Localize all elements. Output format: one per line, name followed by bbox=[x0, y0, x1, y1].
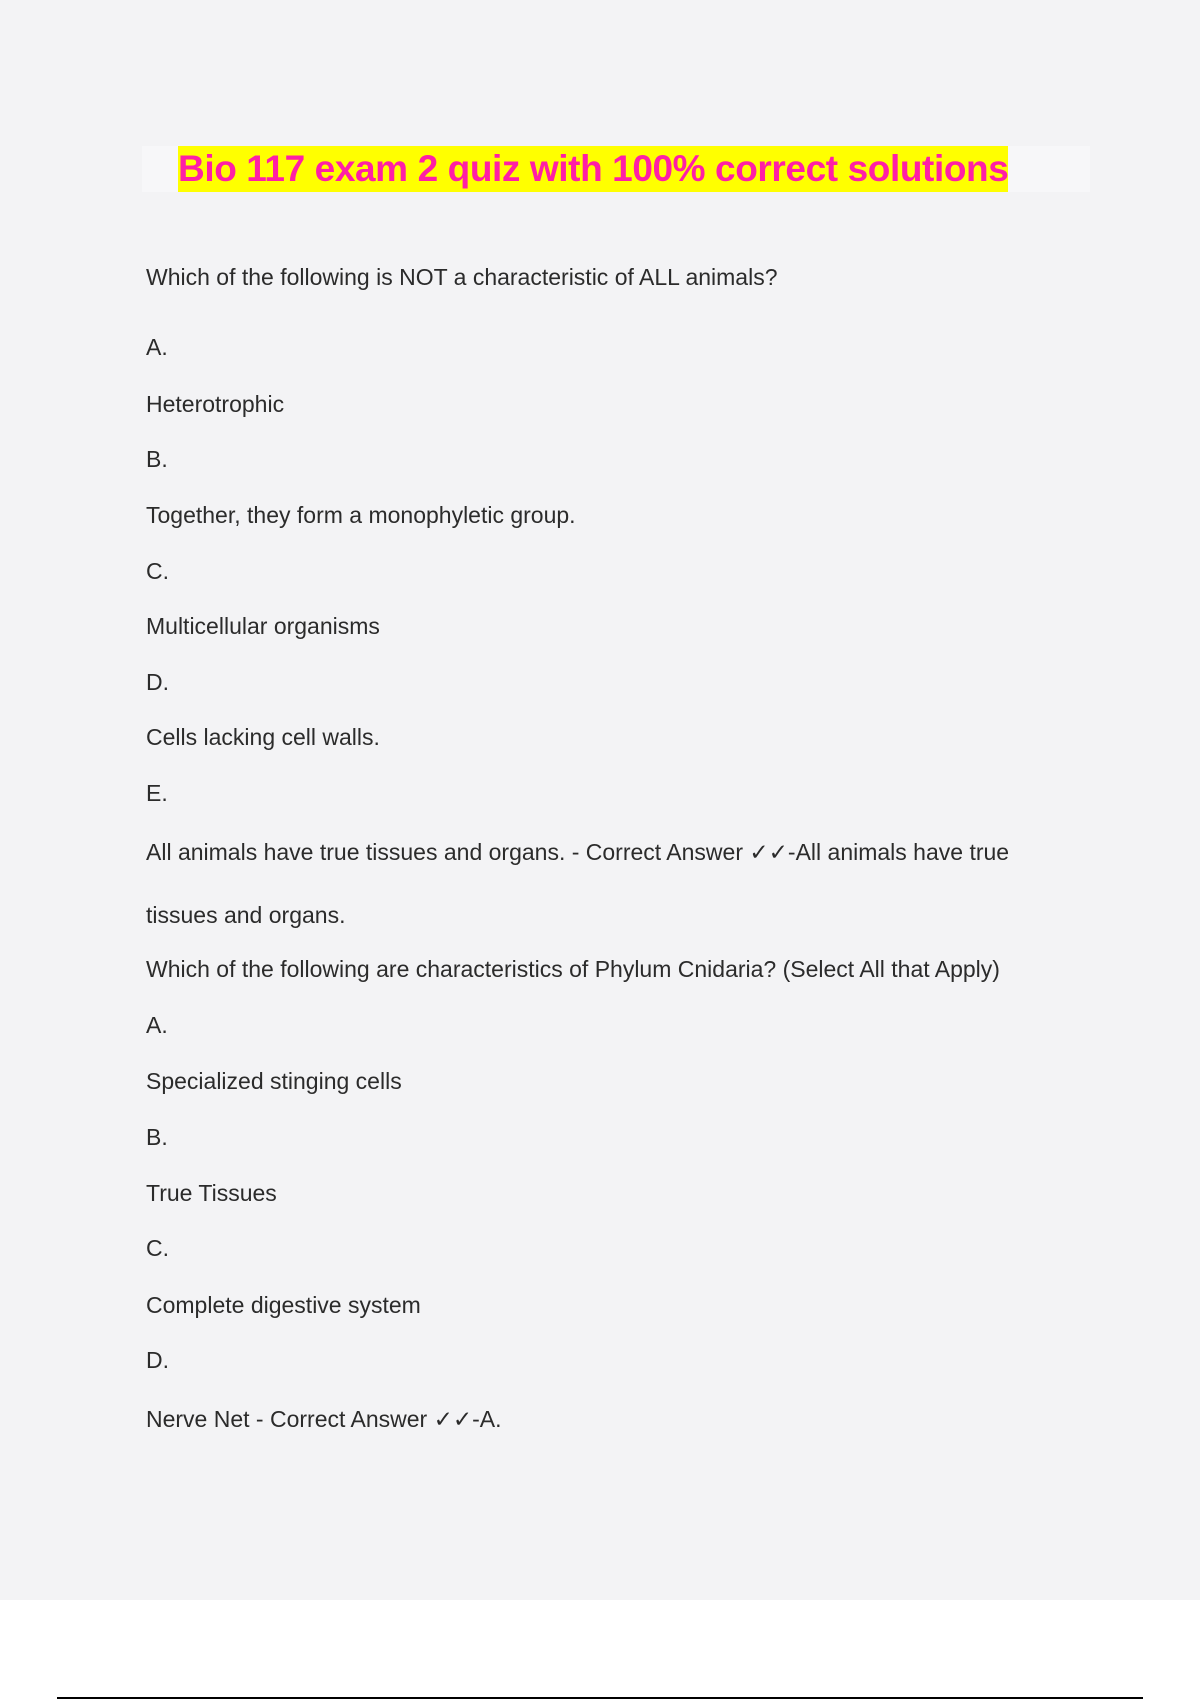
question-1-option-e-letter: E. bbox=[146, 780, 168, 806]
question-2-option-c-text: Complete digestive system bbox=[146, 1292, 421, 1318]
question-1-option-b-letter: B. bbox=[146, 446, 168, 472]
question-2-option-d-letter: D. bbox=[146, 1347, 169, 1373]
document-title: Bio 117 exam 2 quiz with 100% correct solutions bbox=[178, 146, 1008, 192]
question-2-option-b-text: True Tissues bbox=[146, 1180, 277, 1206]
question-1-option-c-letter: C. bbox=[146, 558, 169, 584]
question-2-text: Which of the following are characteristics of Phylum Cnidaria? (Select All that Apply) bbox=[146, 956, 1000, 982]
question-2-option-c-letter: C. bbox=[146, 1235, 169, 1261]
footer-rule bbox=[57, 1697, 1143, 1699]
question-1-option-a-letter: A. bbox=[146, 334, 168, 360]
question-1-text: Which of the following is NOT a characteristic of ALL animals? bbox=[146, 264, 778, 290]
question-2-option-d-text: Nerve Net - Correct Answer ✓✓-A. bbox=[146, 1406, 502, 1432]
question-1-option-b-text: Together, they form a monophyletic group. bbox=[146, 502, 576, 528]
question-1-option-d-letter: D. bbox=[146, 669, 169, 695]
question-1-option-e-text: All animals have true tissues and organs. - Correct Answer ✓✓-All animals have true bbox=[146, 839, 1010, 865]
question-1-answer-continuation: tissues and organs. bbox=[146, 902, 346, 928]
question-2-option-a-text: Specialized stinging cells bbox=[146, 1068, 402, 1094]
question-1-option-d-text: Cells lacking cell walls. bbox=[146, 724, 380, 750]
question-1-option-c-text: Multicellular organisms bbox=[146, 613, 380, 639]
question-2-option-a-letter: A. bbox=[146, 1012, 168, 1038]
question-1-option-a-text: Heterotrophic bbox=[146, 391, 285, 417]
question-2-option-b-letter: B. bbox=[146, 1124, 168, 1150]
